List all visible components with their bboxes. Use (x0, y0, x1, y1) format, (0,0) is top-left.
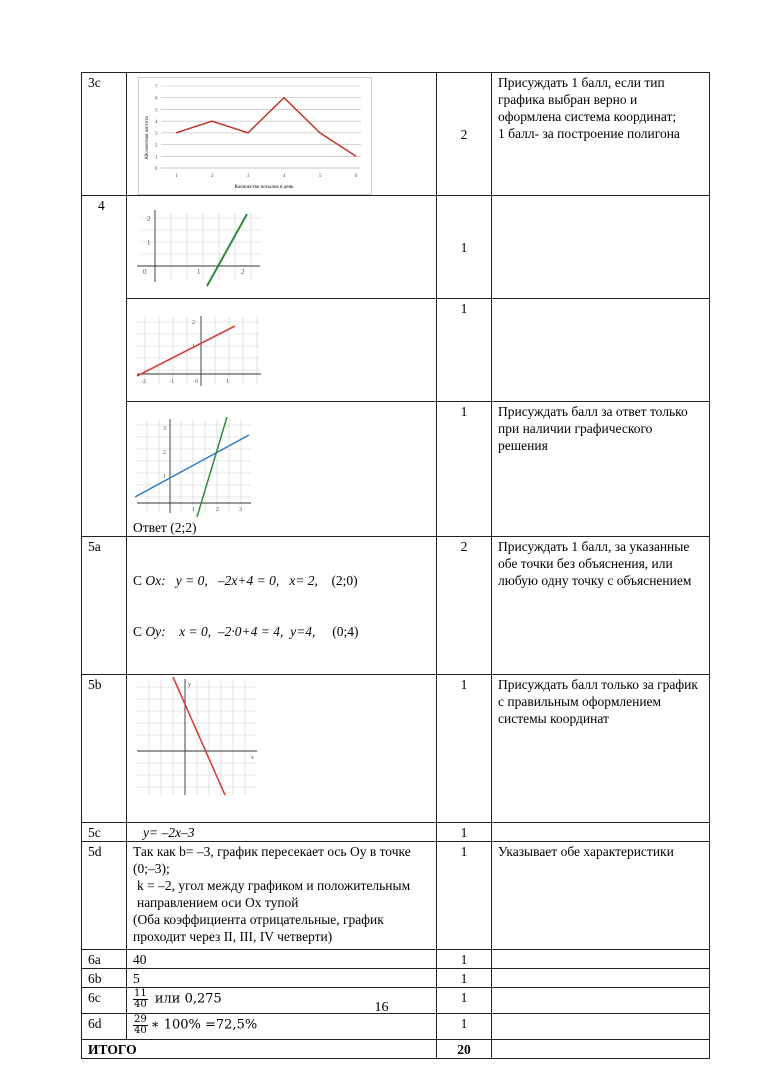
answer: $\frac{11}{40}$ или 0,275 (127, 988, 437, 1014)
points: 1 (437, 988, 492, 1014)
page-number: 16 (374, 1000, 389, 1015)
solution-paragraph: k = –2, угол между графиком и положительным направлением оси Ox тупой (137, 878, 411, 910)
graph-decreasing-line (135, 677, 259, 797)
chart-xlabel: Количество посылок в день (234, 185, 294, 190)
tick-label: 3 (239, 507, 242, 513)
y-tick-label: 2 (155, 143, 158, 149)
y-tick-label: 0 (155, 167, 158, 172)
row-6a (82, 950, 710, 969)
points: 2 (437, 537, 492, 675)
frequency-polygon-chart (138, 77, 372, 195)
task-number: 5b (82, 675, 127, 823)
tick-label: 2 (147, 215, 151, 223)
criteria: Присуждать балл за ответ только при наличии графического решения (492, 402, 710, 537)
tick-label: 2 (241, 268, 245, 276)
answer: 5 (127, 969, 437, 988)
x-tick-label: 4 (283, 174, 286, 179)
graph-cell (127, 402, 437, 537)
tick-label: 0 (143, 268, 147, 276)
points: 1 (437, 675, 492, 823)
task-number: 6d (82, 1014, 127, 1040)
solution-text (127, 537, 437, 675)
tick-label: 1 (163, 474, 166, 480)
x-tick-label: 6 (355, 174, 358, 179)
points: 1 (437, 823, 492, 842)
task-number: 5c (82, 823, 127, 842)
tick-label: -1 (169, 379, 174, 385)
criteria: Присуждать 1 балл, если тип графика выбран верно и оформлена система координат; 1 балл- за построение полигона (492, 73, 710, 196)
row-3c (82, 73, 710, 196)
task-number: 6b (82, 969, 127, 988)
task-number: 3c (82, 73, 127, 196)
row-total (82, 1040, 710, 1059)
tick-label: 0 (195, 379, 198, 385)
fraction: $\frac{11}{40}$ (134, 988, 147, 1010)
tick-label: -2 (141, 379, 146, 385)
total-points: 20 (437, 1040, 492, 1059)
tick-label: 1 (192, 344, 195, 350)
tick-label: 2 (163, 450, 166, 456)
x-tick-label: 2 (211, 174, 214, 179)
row-6b (82, 969, 710, 988)
tick-label: 2 (216, 507, 219, 513)
criteria-empty (492, 1040, 710, 1059)
y-tick-label: 1 (155, 155, 158, 161)
task-number: 5a (82, 537, 127, 675)
task-number: 6a (82, 950, 127, 969)
y-tick-label: 4 (155, 120, 158, 126)
row-5c (82, 823, 710, 842)
total-label: ИТОГО (82, 1040, 437, 1059)
answer: y= –2x–3 (127, 823, 437, 842)
answer: $\frac{29}{40}$ ∗ 100% =72,5% (127, 1014, 437, 1040)
criteria-empty (492, 969, 710, 988)
criteria: Присуждать балл только за график с правильным оформлением системы координат (492, 675, 710, 823)
answer: 40 (127, 950, 437, 969)
x-tick-label: 3 (247, 174, 250, 179)
criteria: Присуждать 1 балл, за указанные обе точки без объяснения, или любую одну точку с объяснением (492, 537, 710, 675)
tick-label: 2 (192, 320, 195, 326)
row-5b (82, 675, 710, 823)
criteria: Указывает обе характеристики (492, 842, 710, 950)
graph-cell (127, 299, 437, 402)
solution-paragraph: (Оба коэффициента отрицательные, график проходит через II, III, IV четверти) (133, 912, 384, 944)
row-4c (82, 402, 710, 537)
solution-text (127, 842, 437, 950)
chart-ylabel: Абсолютная частота (145, 116, 150, 160)
criteria-empty (492, 950, 710, 969)
tick-label: 1 (197, 268, 201, 276)
answer-text: Ответ (2;2) (133, 520, 197, 535)
criteria-empty (492, 299, 710, 402)
task-number: 5d (82, 842, 127, 950)
graph-red-line (135, 314, 265, 394)
grading-table (81, 72, 710, 1059)
axis-label-x: x (251, 755, 254, 761)
polygon-series-line (176, 98, 356, 157)
points: 1 (437, 196, 492, 299)
row-4b (82, 299, 710, 402)
points: 1 (437, 299, 492, 402)
points: 1 (437, 1014, 492, 1040)
graph-cell (127, 196, 437, 299)
row-5a (82, 537, 710, 675)
tick-label: 1 (192, 507, 195, 513)
tick-label: 1 (147, 239, 151, 247)
criteria-empty (492, 1014, 710, 1040)
y-tick-label: 5 (155, 108, 158, 114)
y-tick-label: 6 (155, 96, 158, 102)
y-tick-label: 7 (155, 85, 158, 90)
task-number: 6c (82, 988, 127, 1014)
task-number: 4 (82, 196, 127, 537)
solution-line: С Oy: x = 0, –2·0+4 = 4, y=4, (0;4) (133, 624, 359, 639)
tick-label: 1 (226, 379, 229, 385)
fraction: $\frac{29}{40}$ (134, 1014, 147, 1036)
solution-line: С Ox: y = 0, –2x+4 = 0, x= 2, (2;0) (133, 573, 358, 588)
y-tick-label: 3 (155, 131, 158, 137)
criteria-empty (492, 823, 710, 842)
row-5d (82, 842, 710, 950)
axis-label-y: y (188, 682, 191, 688)
graph-two-lines (135, 417, 253, 517)
x-tick-label: 5 (319, 174, 322, 179)
points: 1 (437, 969, 492, 988)
row-4a (82, 196, 710, 299)
graph-green-line (135, 208, 265, 288)
graph-cell (127, 675, 437, 823)
criteria-empty (492, 196, 710, 299)
points: 1 (437, 842, 492, 950)
points: 1 (437, 402, 492, 537)
row-6d (82, 1014, 710, 1040)
points: 2 (437, 73, 492, 196)
solution-paragraph: Так как b= –3, график пересекает ось Oy в точке (0;–3); (133, 844, 411, 876)
polygon-chart-cell (127, 73, 437, 196)
tick-label: 3 (163, 426, 166, 432)
points: 1 (437, 950, 492, 969)
x-tick-label: 1 (175, 174, 178, 179)
